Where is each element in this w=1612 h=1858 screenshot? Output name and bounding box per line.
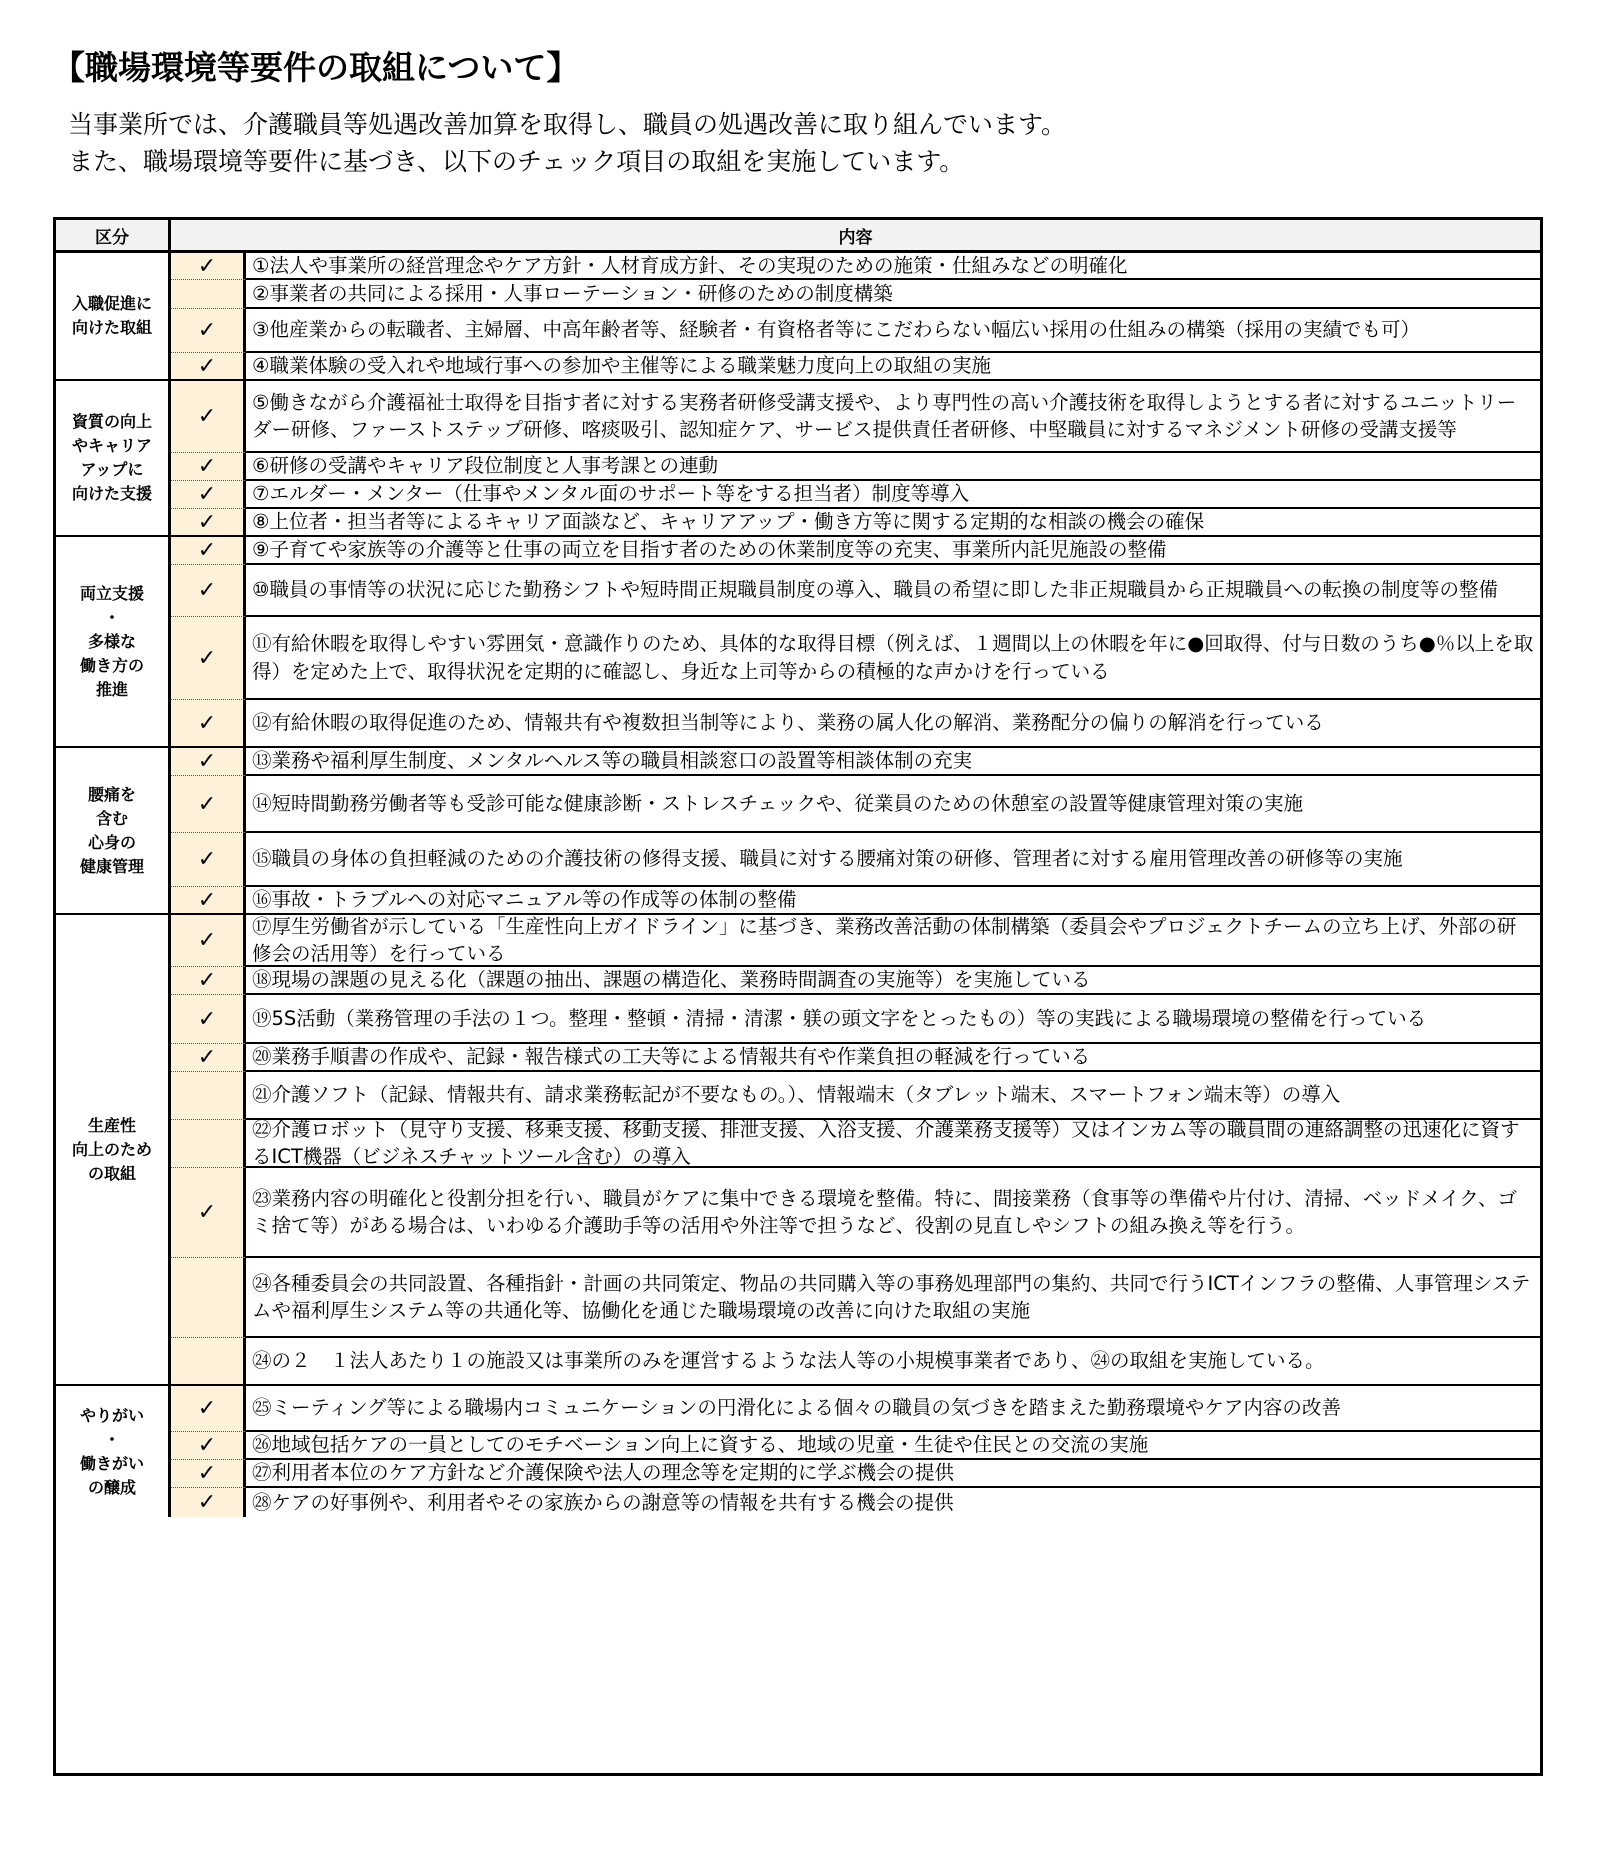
checklist-table bbox=[53, 217, 1543, 1776]
checkbox-cell[interactable] bbox=[171, 748, 246, 776]
checkbox-cell[interactable] bbox=[171, 453, 246, 481]
category-header: 区分 bbox=[56, 220, 171, 253]
check-mark-icon: ✓ bbox=[197, 1490, 217, 1515]
item-text: ⑫有給休暇の取得促進のため、情報共有や複数担当制等により、業務の属人化の解消、業務配分の偏りの解消を行っている bbox=[246, 700, 1540, 748]
checkbox-cell[interactable] bbox=[171, 1072, 246, 1120]
item-text: ㉗利用者本位のケア方針など介護保険や法人の理念等を定期的に学ぶ機会の提供 bbox=[246, 1460, 1540, 1488]
check-mark-icon: ✓ bbox=[197, 1461, 217, 1486]
checkbox-cell[interactable] bbox=[171, 1386, 246, 1432]
item-text: ㉒介護ロボット（見守り支援、移乗支援、移動支援、排泄支援、入浴支援、介護業務支援等）又はインカム等の職員間の連絡調整の迅速化に資するICT機器（ビジネスチャットツール含む）の導入 bbox=[246, 1120, 1540, 1168]
checkbox-cell[interactable] bbox=[171, 1488, 246, 1517]
item-text: ㉖地域包括ケアの一員としてのモチベーション向上に資する、地域の児童・生徒や住民との交流の実施 bbox=[246, 1432, 1540, 1460]
item-text: ⑭短時間勤務労働者等も受診可能な健康診断・ストレスチェックや、従業員のための休憩室の設置等健康管理対策の実施 bbox=[246, 776, 1540, 833]
checkbox-cell[interactable] bbox=[171, 700, 246, 748]
checkbox-cell[interactable] bbox=[171, 309, 246, 353]
content-header: 内容 bbox=[171, 220, 1540, 253]
page-title: 【職場環境等要件の取組について】 bbox=[52, 48, 580, 87]
checkbox-cell[interactable] bbox=[171, 253, 246, 280]
check-mark-icon: ✓ bbox=[197, 318, 217, 343]
category-label: 腰痛を 含む 心身の 健康管理 bbox=[56, 748, 171, 915]
check-mark-icon: ✓ bbox=[197, 1396, 217, 1421]
check-mark-icon: ✓ bbox=[197, 482, 217, 507]
item-text: ㉔各種委員会の共同設置、各種指針・計画の共同策定、物品の共同購入等の事務処理部門の集約、共同で行うICTインフラの整備、人事管理システムや福利厚生システム等の共通化等、協働化を通じた職場環境の改善に向けた取組の実施 bbox=[246, 1258, 1540, 1338]
category-label: 入職促進に 向けた取組 bbox=[56, 253, 171, 381]
check-mark-icon: ✓ bbox=[197, 1433, 217, 1458]
item-text: ⑪有給休暇を取得しやすい雰囲気・意識作りのため、具体的な取得目標（例えば、１週間以上の休暇を年に●回取得、付与日数のうち●％以上を取得）を定めた上で、取得状況を定期的に確認し、身近な上司等からの積極的な声かけを行っている bbox=[246, 617, 1540, 700]
item-text: ⑰厚生労働省が示している「生産性向上ガイドライン」に基づき、業務改善活動の体制構築（委員会やプロジェクトチームの立ち上げ、外部の研修会の活用等）を行っている bbox=[246, 915, 1540, 967]
checkbox-cell[interactable] bbox=[171, 776, 246, 833]
check-mark-icon: ✓ bbox=[197, 454, 217, 479]
check-mark-icon: ✓ bbox=[197, 710, 217, 736]
checkbox-cell[interactable] bbox=[171, 887, 246, 915]
item-text: ㉘ケアの好事例や、利用者やその家族からの謝意等の情報を共有する機会の提供 bbox=[252, 1490, 954, 1514]
checkbox-cell[interactable] bbox=[171, 537, 246, 565]
checkbox-cell[interactable] bbox=[171, 915, 246, 967]
item-text: ⑩職員の事情等の状況に応じた勤務シフトや短時間正規職員制度の導入、職員の希望に即した非正規職員から正規職員への転換の制度等の整備 bbox=[246, 565, 1540, 617]
item-text: ⑯事故・トラブルへの対応マニュアル等の作成等の体制の整備 bbox=[246, 887, 1540, 915]
category-label: 両立支援 ・ 多様な 働き方の 推進 bbox=[56, 537, 171, 748]
checkbox-cell[interactable] bbox=[171, 833, 246, 887]
item-text: ②事業者の共同による採用・人事ローテーション・研修のための制度構築 bbox=[246, 280, 1540, 309]
check-mark-icon: ✓ bbox=[197, 887, 217, 913]
checkbox-cell[interactable] bbox=[171, 1338, 246, 1386]
checkbox-cell[interactable] bbox=[171, 1460, 246, 1488]
item-text: ⑤働きながら介護福祉士取得を目指す者に対する実務者研修受講支援や、より専門性の高い介護技術を取得しようとする者に対するユニットリーダー研修、ファーストステップ研修、喀痰吸引、認知症ケア、サービス提供責任者研修、中堅職員に対するマネジメント研修の受講支援等 bbox=[246, 381, 1540, 453]
checkbox-cell[interactable] bbox=[171, 353, 246, 381]
checkbox-cell[interactable] bbox=[171, 1258, 246, 1338]
intro-line-2: また、職場環境等要件に基づき、以下のチェック項目の取組を実施しています。 bbox=[68, 147, 965, 176]
checkbox-cell[interactable] bbox=[171, 280, 246, 309]
checkbox-cell[interactable] bbox=[171, 1432, 246, 1460]
check-mark-icon: ✓ bbox=[197, 928, 217, 953]
check-mark-icon: ✓ bbox=[197, 404, 217, 429]
item-text: ⑱現場の課題の見える化（課題の抽出、課題の構造化、業務時間調査の実施等）を実施している bbox=[246, 967, 1540, 995]
check-mark-icon: ✓ bbox=[197, 1045, 217, 1070]
item-text: ④職業体験の受入れや地域行事への参加や主催等による職業魅力度向上の取組の実施 bbox=[246, 353, 1540, 381]
category-label: 資質の向上 やキャリア アップに 向けた支援 bbox=[56, 381, 171, 537]
check-mark-icon: ✓ bbox=[197, 749, 217, 774]
check-mark-icon: ✓ bbox=[197, 847, 217, 872]
item-text: ㉑介護ソフト（記録、情報共有、請求業務転記が不要なもの。）、情報端末（タブレット端末、スマートフォン端末等）の導入 bbox=[246, 1072, 1540, 1120]
checkbox-cell[interactable] bbox=[171, 1120, 246, 1168]
item-text: ㉓業務内容の明確化と役割分担を行い、職員がケアに集中できる環境を整備。特に、間接業務（食事等の準備や片付け、清掃、ベッドメイク、ゴミ捨て等）がある場合は、いわゆる介護助手等の活用や外注等で担うなど、役割の見直しやシフトの組み換え等を行う。 bbox=[246, 1168, 1540, 1258]
intro-line-1: 当事業所では、介護職員等処遇改善加算を取得し、職員の処遇改善に取り組んでいます。 bbox=[68, 110, 1067, 139]
item-text: ⑧上位者・担当者等によるキャリア面談など、キャリアアップ・働き方等に関する定期的な相談の機会の確保 bbox=[246, 509, 1540, 537]
check-mark-icon: ✓ bbox=[197, 1006, 217, 1032]
check-mark-icon: ✓ bbox=[197, 253, 217, 279]
checkbox-cell[interactable] bbox=[171, 617, 246, 700]
check-mark-icon: ✓ bbox=[197, 353, 217, 379]
checkbox-cell[interactable] bbox=[171, 565, 246, 617]
checkbox-cell[interactable] bbox=[171, 481, 246, 509]
check-mark-icon: ✓ bbox=[197, 791, 217, 817]
checkbox-cell[interactable] bbox=[171, 967, 246, 995]
check-mark-icon: ✓ bbox=[197, 509, 217, 535]
category-label: やりがい ・ 働きがい の醸成 bbox=[56, 1386, 171, 1517]
category-label: 生産性 向上のため の取組 bbox=[56, 915, 171, 1386]
item-text: ⑮職員の身体の負担軽減のための介護技術の修得支援、職員に対する腰痛対策の研修、管理者に対する雇用管理改善の研修等の実施 bbox=[246, 833, 1540, 887]
checkbox-cell[interactable] bbox=[171, 509, 246, 537]
item-text: ⑥研修の受講やキャリア段位制度と人事考課との連動 bbox=[246, 453, 1540, 481]
checkbox-cell[interactable] bbox=[171, 995, 246, 1044]
item-text: ⑬業務や福利厚生制度、メンタルヘルス等の職員相談窓口の設置等相談体制の充実 bbox=[246, 748, 1540, 776]
item-text: ⑨子育てや家族等の介護等と仕事の両立を目指す者のための休業制度等の充実、事業所内託児施設の整備 bbox=[246, 537, 1540, 565]
check-mark-icon: ✓ bbox=[197, 968, 217, 993]
item-text: ⑲5S活動（業務管理の手法の１つ。整理・整頓・清掃・清潔・躾の頭文字をとったもの）等の実践による職場環境の整備を行っている bbox=[246, 995, 1540, 1044]
checkbox-cell[interactable] bbox=[171, 1044, 246, 1072]
checkbox-cell[interactable] bbox=[171, 381, 246, 453]
item-text: ㉕ミーティング等による職場内コミュニケーションの円滑化による個々の職員の気づきを踏まえた勤務環境やケア内容の改善 bbox=[246, 1386, 1540, 1432]
item-text: ㉔の２ １法人あたり１の施設又は事業所のみを運営するような法人等の小規模事業者であり、㉔の取組を実施している。 bbox=[246, 1338, 1540, 1386]
check-mark-icon: ✓ bbox=[197, 1200, 217, 1225]
item-text: ⑳業務手順書の作成や、記録・報告様式の工夫等による情報共有や作業負担の軽減を行っている bbox=[246, 1044, 1540, 1072]
check-mark-icon: ✓ bbox=[197, 538, 217, 563]
check-mark-icon: ✓ bbox=[197, 645, 217, 671]
check-mark-icon: ✓ bbox=[197, 578, 217, 603]
item-text: ①法人や事業所の経営理念やケア方針・人材育成方針、その実現のための施策・仕組みなどの明確化 bbox=[246, 253, 1540, 280]
item-text: ⑦エルダー・メンター（仕事やメンタル面のサポート等をする担当者）制度等導入 bbox=[246, 481, 1540, 509]
checkbox-cell[interactable] bbox=[171, 1168, 246, 1258]
item-text: ③他産業からの転職者、主婦層、中高年齢者等、経験者・有資格者等にこだわらない幅広い採用の仕組みの構築（採用の実績でも可） bbox=[246, 309, 1540, 353]
